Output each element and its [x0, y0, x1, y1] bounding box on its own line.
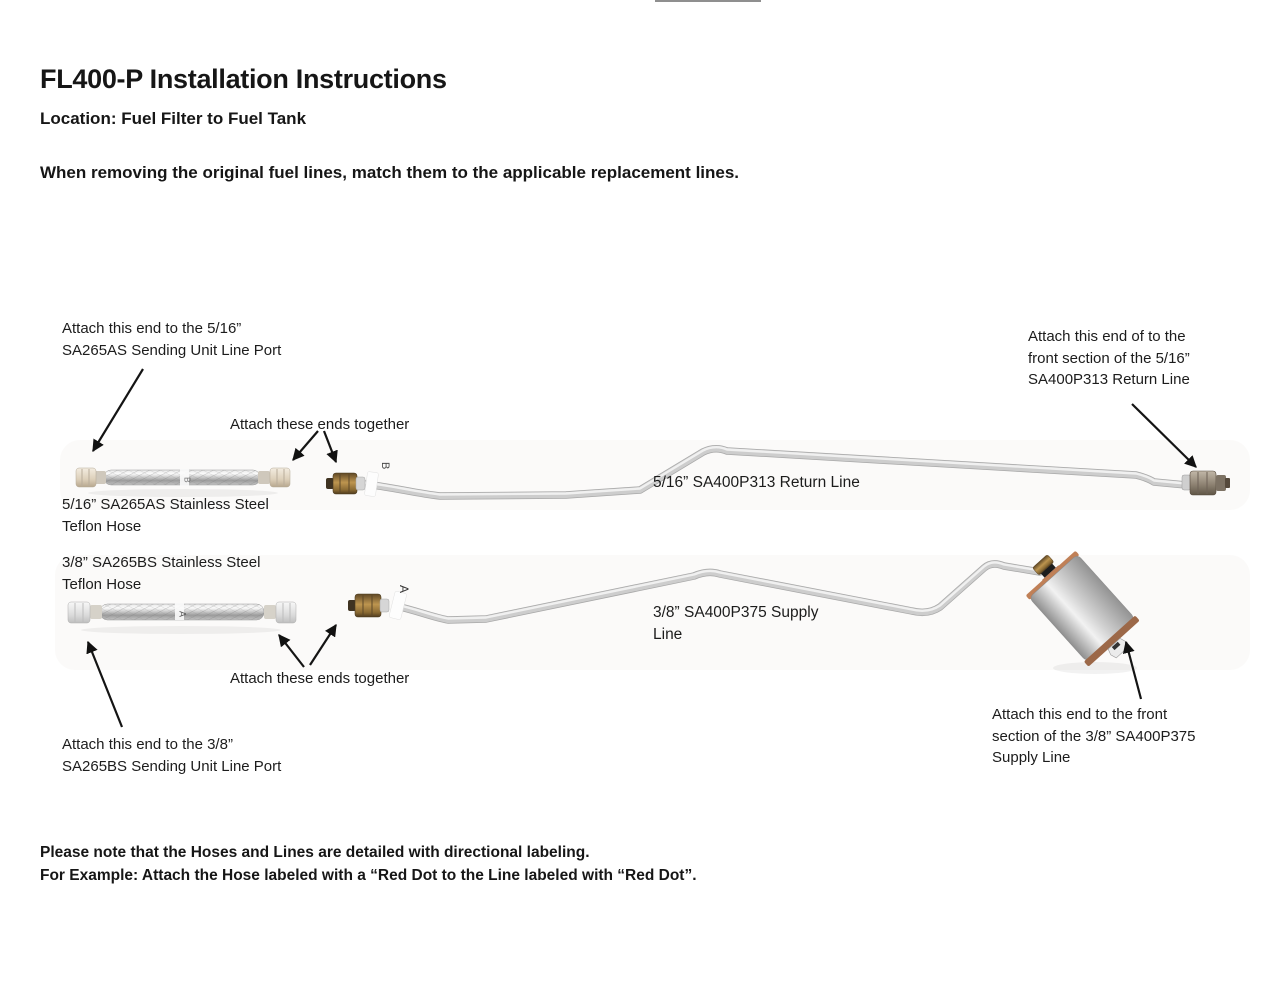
- label-line: 3/8” SA400P375 Supply: [653, 604, 819, 621]
- location-subtitle: Location: Fuel Filter to Fuel Tank: [40, 109, 307, 128]
- label-return-line: 5/16” SA400P313 Return Line: [653, 474, 860, 491]
- hose1-right-crimp: [258, 471, 270, 484]
- footer-note: [40, 842, 697, 887]
- arrow-hose1-port: [93, 369, 143, 451]
- annotation-line: SA400P313 Return Line: [1028, 371, 1190, 388]
- annotation-hose2-port: [62, 734, 281, 777]
- label-hose1: [62, 494, 269, 537]
- intro-instruction: When removing the original fuel lines, match them to the applicable replacement lines.: [40, 163, 740, 182]
- annotation-attach-together-top: Attach these ends together: [230, 416, 410, 433]
- annotation-line: Attach this end to the front: [992, 706, 1168, 723]
- hose2-left-crimp: [90, 605, 102, 619]
- annotation-attach-together-bottom: Attach these ends together: [230, 670, 410, 687]
- annotation-line: SA265AS Sending Unit Line Port: [62, 341, 282, 359]
- label-line: Teflon Hose: [62, 517, 142, 535]
- annotation-line: section of the 3/8” SA400P375: [992, 727, 1196, 745]
- hose1-left-nut: [76, 468, 96, 487]
- annotation-return-front: [1028, 326, 1190, 391]
- top-edge-artifact: [655, 0, 761, 2]
- annotation-line: front section of the 5/16”: [1028, 349, 1190, 367]
- hose-5-16-photo: [76, 468, 290, 497]
- page-title: FL400-P Installation Instructions: [40, 64, 447, 94]
- hose1-right-nut: [270, 468, 290, 487]
- annotation-line: Attach this end to the 3/8”: [62, 736, 233, 753]
- annotation-line: SA265BS Sending Unit Line Port: [62, 757, 282, 775]
- annotation-line: Attach this end of to the: [1028, 328, 1186, 345]
- footer-note-line: For Example: Attach the Hose labeled with a “Red Dot to the Line labeled with “Red Dot”.: [40, 866, 697, 884]
- hose2-right-crimp: [264, 605, 276, 619]
- annotation-hose1-port: [62, 318, 281, 361]
- hose2-right-nut: [276, 602, 296, 623]
- label-line: Teflon Hose: [62, 575, 142, 593]
- label-hose2: [62, 552, 260, 595]
- hose-3-8-photo: [68, 602, 296, 634]
- annotation-line: Supply Line: [992, 749, 1071, 766]
- label-line: 5/16” SA265AS Stainless Steel: [62, 496, 269, 513]
- filter-shadow: [1053, 662, 1137, 674]
- return-line-tag-letter: B: [379, 462, 391, 470]
- footer-note-line: Please note that the Hoses and Lines are detailed with directional labeling.: [40, 844, 590, 861]
- hose2-shadow: [81, 626, 281, 634]
- label-line: 3/8” SA265BS Stainless Steel: [62, 554, 261, 571]
- hose2-tag-letter: A: [177, 611, 188, 618]
- hose2-left-nut: [68, 602, 90, 623]
- label-supply-line: [653, 602, 818, 646]
- annotation-supply-front: [992, 704, 1195, 769]
- supply-line-tag-letter: A: [397, 585, 411, 594]
- label-line: Line: [653, 626, 683, 643]
- hose1-tag-letter: B: [182, 477, 193, 483]
- annotation-line: Attach this end to the 5/16”: [62, 320, 242, 337]
